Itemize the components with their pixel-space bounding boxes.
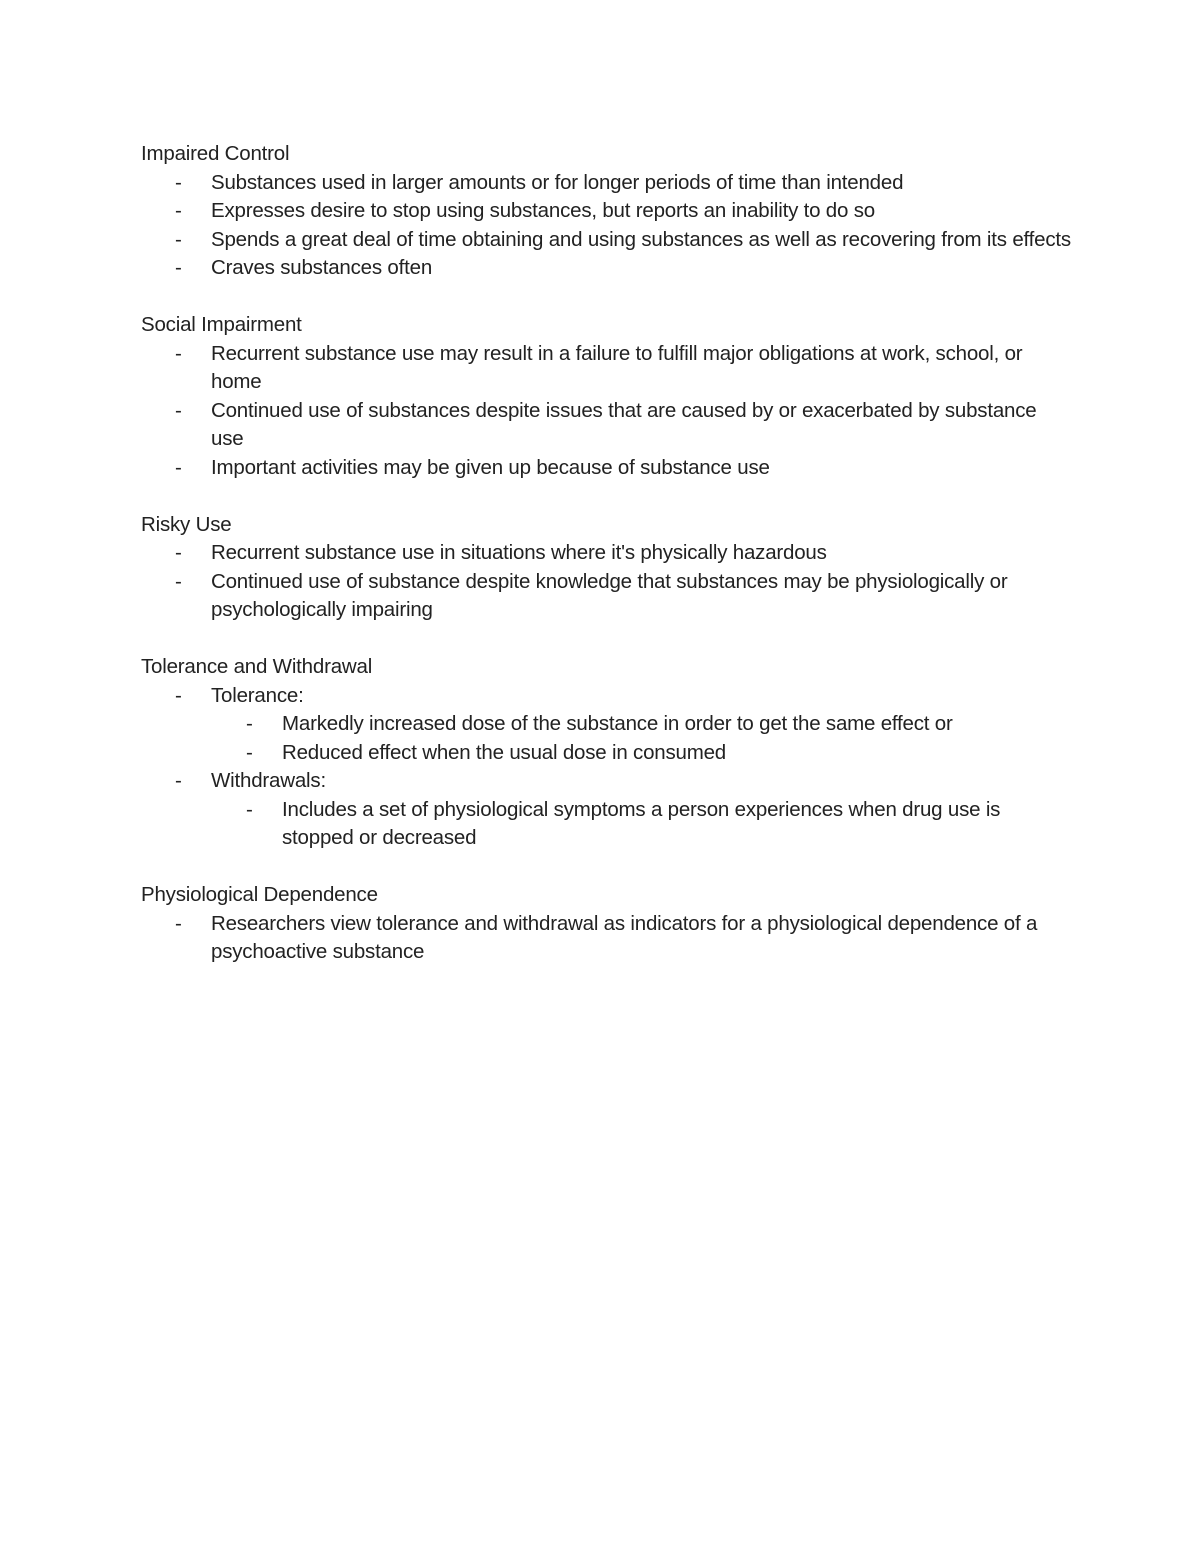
list-item [141, 397, 1071, 454]
section-heading: Risky Use [141, 512, 232, 536]
list-item [141, 568, 1071, 625]
dash-bullet: - [175, 769, 182, 792]
dash-bullet: - [246, 740, 253, 764]
sub-list-item [211, 710, 1071, 739]
section-heading: Impaired Control [141, 142, 290, 165]
section-tolerance-withdrawal [141, 653, 1071, 853]
list-item-text: Researchers view tolerance and withdrawal as indicators for a physiological dependence of a psychoactive substance [211, 911, 1038, 963]
list-item-text: Continued use of substance despite knowledge that substances may be physiologically or psychologically impairing [211, 569, 1008, 621]
list-item [141, 226, 1071, 255]
document-content [141, 140, 1071, 995]
dash-bullet: - [175, 256, 182, 279]
bullet-list [141, 539, 1071, 625]
list-item-text: Continued use of substances despite issues that are caused by or exacerbated by substance use [211, 398, 1037, 450]
dash-bullet: - [246, 712, 253, 735]
list-item [141, 340, 1071, 397]
sub-list-item [211, 739, 1071, 768]
dash-bullet: - [175, 569, 182, 593]
dash-bullet: - [175, 341, 182, 365]
list-item [141, 169, 1071, 198]
dash-bullet: - [175, 398, 182, 422]
dash-bullet: - [175, 911, 182, 935]
bullet-list [141, 682, 1071, 853]
list-item [141, 682, 1071, 768]
dash-bullet: - [175, 455, 182, 479]
dash-bullet: - [175, 227, 182, 251]
sub-bullet-list [211, 796, 1071, 853]
section-heading: Social Impairment [141, 313, 302, 336]
section-impaired-control [141, 140, 1071, 283]
dash-bullet: - [175, 683, 182, 707]
list-item [141, 910, 1071, 967]
list-item [141, 454, 1071, 483]
dash-bullet: - [175, 170, 182, 194]
sub-bullet-list [211, 710, 1071, 767]
list-item-text: Tolerance: [211, 683, 304, 707]
list-item-text: Expresses desire to stop using substances, but reports an inability to do so [211, 199, 875, 222]
dash-bullet: - [175, 199, 182, 222]
section-heading: Physiological Dependence [141, 883, 378, 906]
bullet-list [141, 910, 1071, 967]
sub-list-item [211, 796, 1071, 853]
list-item [141, 254, 1071, 283]
list-item-text: Important activities may be given up because of substance use [211, 455, 770, 479]
section-risky-use [141, 511, 1071, 625]
list-item-text: Spends a great deal of time obtaining and using substances as well as recovering from its effects [211, 227, 1071, 251]
sub-list-item-text: Markedly increased dose of the substance in order to get the same effect or [282, 712, 953, 735]
list-item-text: Recurrent substance use may result in a failure to fulfill major obligations at work, school, or home [211, 341, 1023, 393]
list-item [141, 539, 1071, 568]
section-social-impairment [141, 311, 1071, 482]
bullet-list [141, 340, 1071, 483]
list-item-text: Substances used in larger amounts or for longer periods of time than intended [211, 170, 904, 194]
sub-list-item-text: Reduced effect when the usual dose in consumed [282, 740, 727, 764]
list-item [141, 767, 1071, 853]
list-item [141, 197, 1071, 226]
dash-bullet: - [175, 541, 182, 564]
sub-list-item-text: Includes a set of physiological symptoms a person experiences when drug use is stopped or decreased [282, 797, 1001, 849]
dash-bullet: - [246, 797, 253, 821]
list-item-text: Recurrent substance use in situations where it's physically hazardous [211, 541, 827, 564]
section-heading: Tolerance and Withdrawal [141, 655, 373, 678]
bullet-list [141, 169, 1071, 283]
list-item-text: Withdrawals: [211, 769, 326, 792]
section-physiological-dependence [141, 881, 1071, 967]
list-item-text: Craves substances often [211, 256, 433, 279]
